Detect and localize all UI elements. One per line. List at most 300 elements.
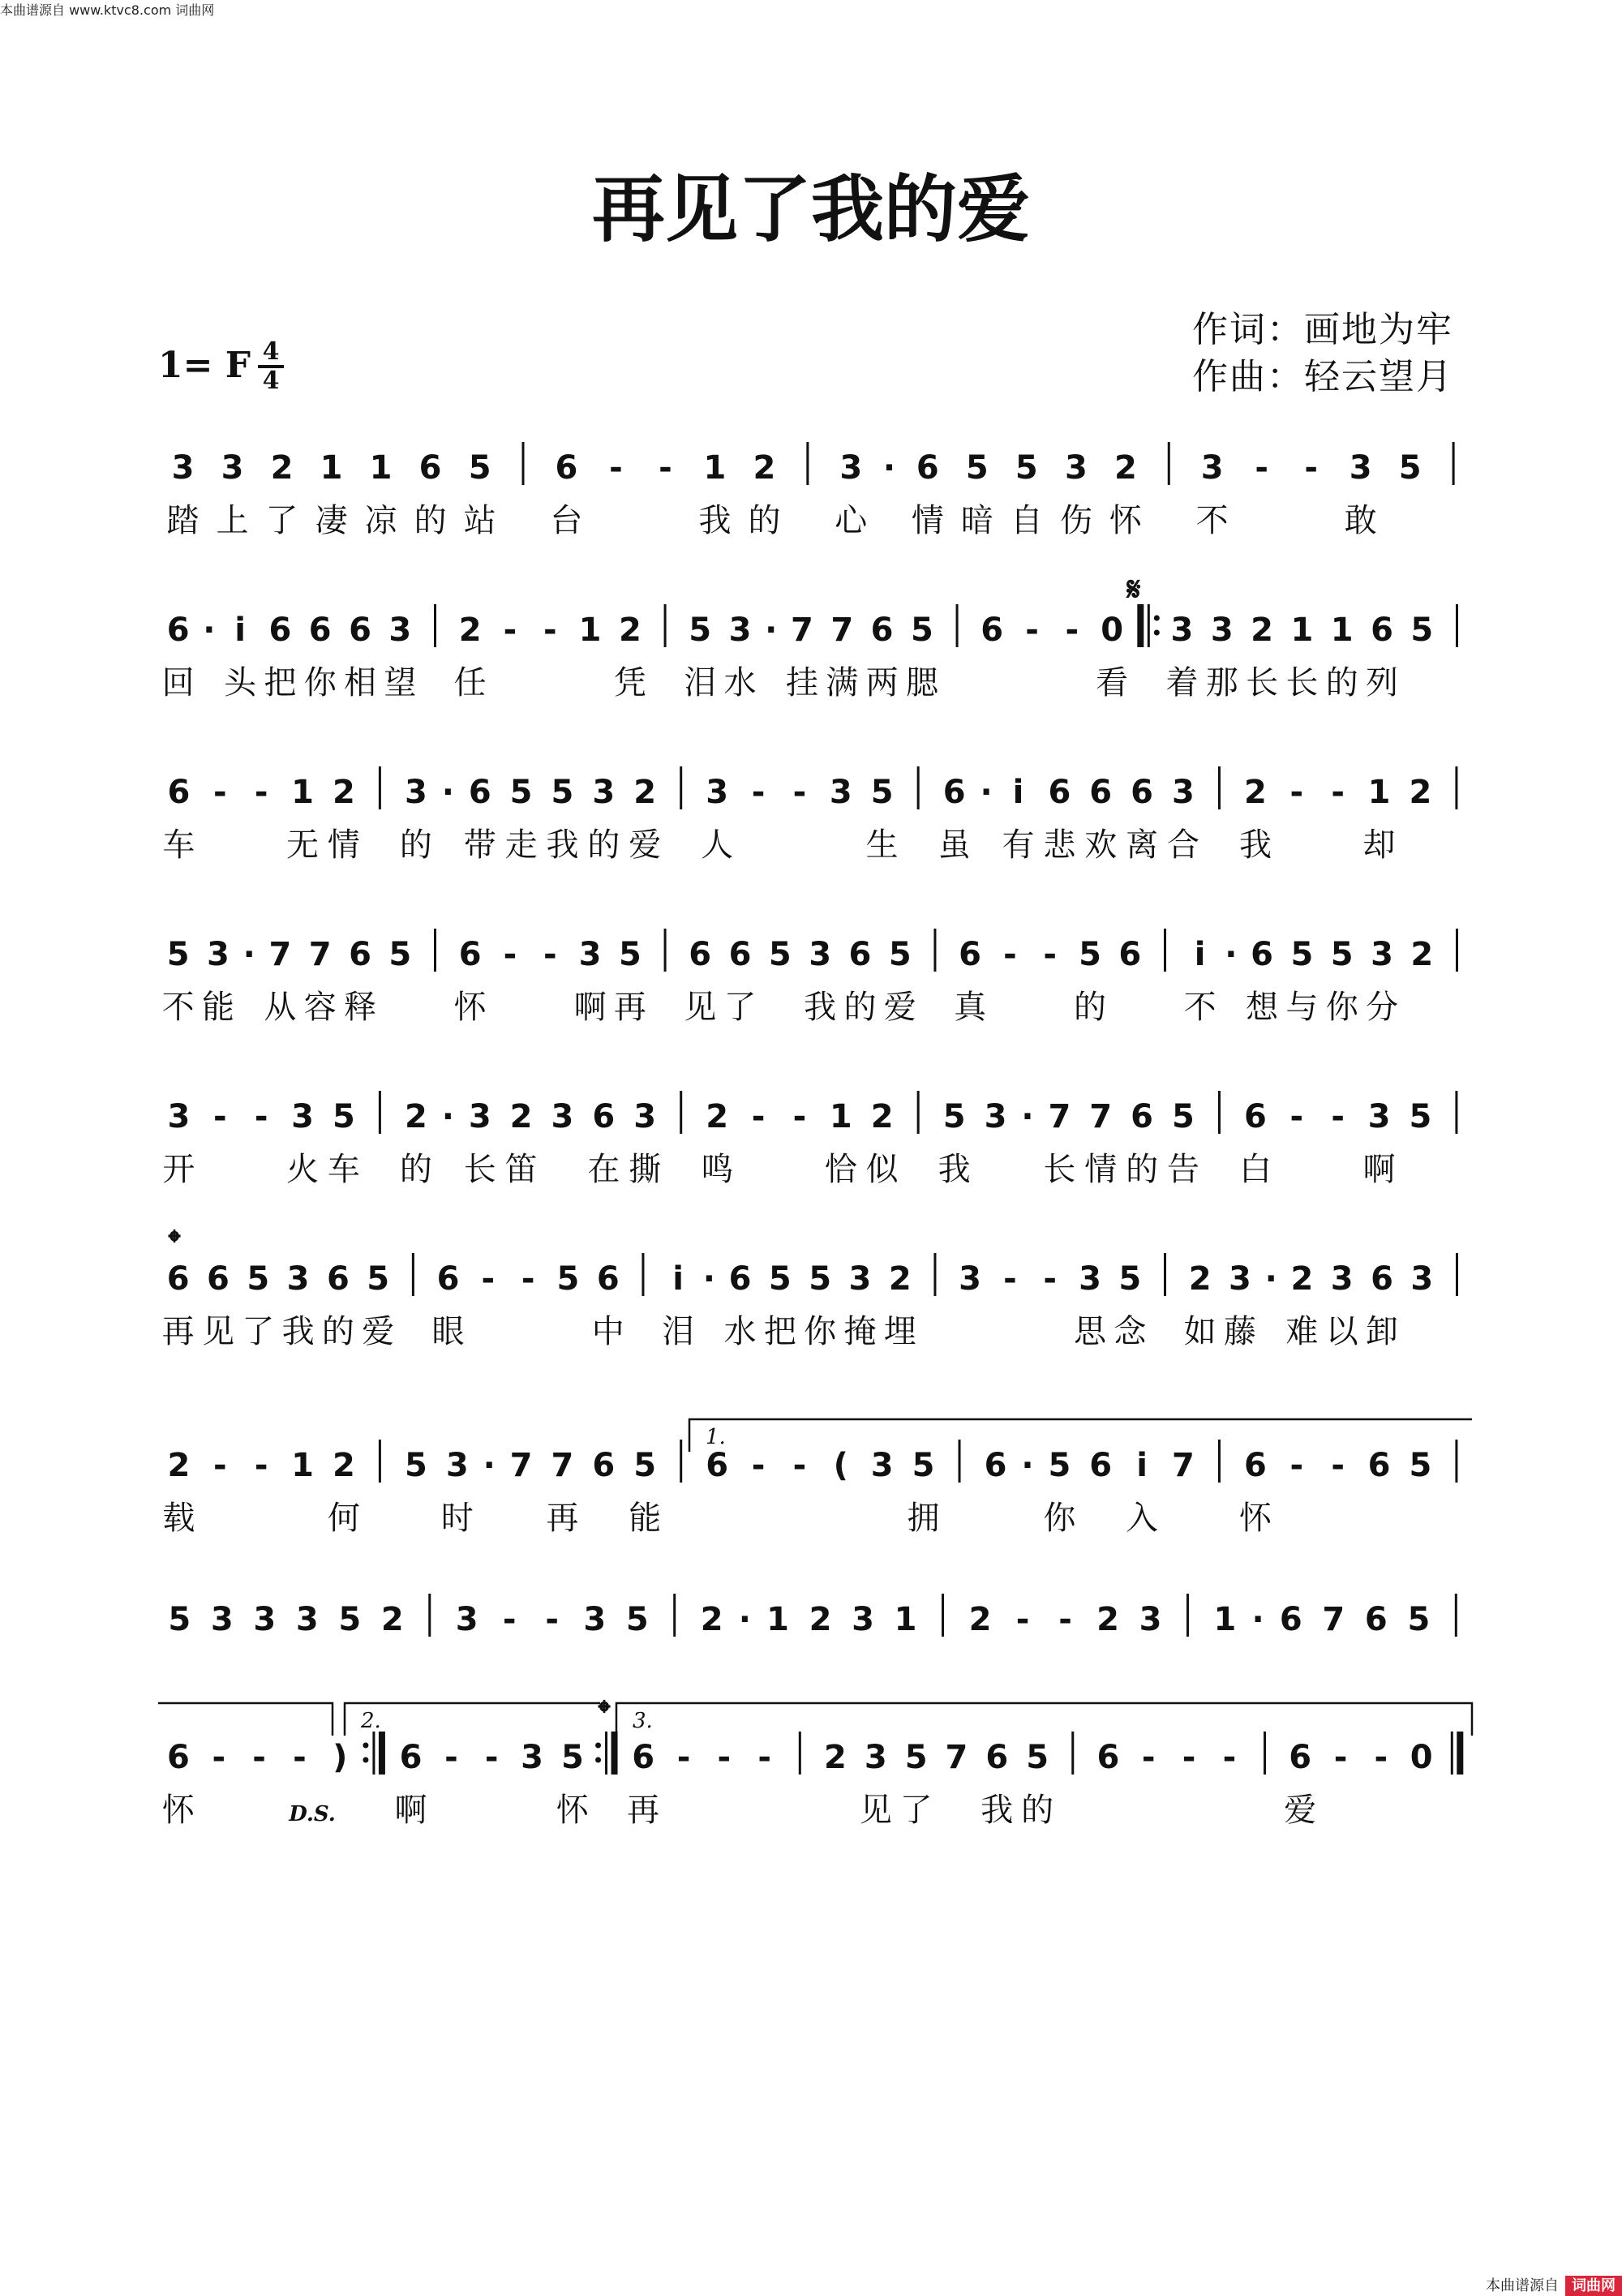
lyric-char: 的 — [1325, 664, 1358, 702]
note: 2 — [1188, 1260, 1212, 1298]
note: 2 — [167, 1447, 191, 1484]
note: 3 — [1210, 612, 1234, 649]
lyric-char: 见 — [859, 1792, 892, 1829]
note: 6 — [207, 1260, 230, 1298]
dash: - — [792, 1447, 807, 1484]
note: 6 — [1089, 1447, 1113, 1484]
dash: - — [792, 774, 807, 811]
note: 5 — [1409, 1447, 1432, 1484]
dash: - — [1065, 612, 1079, 649]
lyric-char: 如 — [1183, 1313, 1216, 1350]
dot: · — [483, 1447, 496, 1484]
note: 2 — [824, 1739, 847, 1776]
note: 6 — [1131, 774, 1154, 811]
lyric-char: 我 — [281, 1313, 315, 1350]
lyric-char: 却 — [1362, 826, 1396, 864]
dash: - — [254, 1447, 268, 1484]
lyric-char: 长 — [1246, 664, 1279, 702]
lyric-char: 挂 — [785, 664, 818, 702]
lyric-char: 人 — [701, 826, 734, 864]
note: 1 — [320, 449, 343, 487]
lyric-char: 思 — [1074, 1313, 1107, 1350]
note: 5 — [888, 936, 912, 973]
lyric-char: 列 — [1366, 664, 1399, 702]
lyric-char: 难 — [1285, 1313, 1319, 1350]
note: 6 — [592, 1098, 616, 1135]
dash: - — [676, 1739, 691, 1776]
note: 2 — [1410, 936, 1434, 973]
lyric-char: 台 — [550, 502, 583, 539]
lyric-char: 伤 — [1059, 502, 1092, 539]
repeat-dot — [1154, 630, 1160, 636]
note: 6 — [984, 1447, 1007, 1484]
dash: - — [659, 449, 672, 487]
note: 3 — [1079, 1260, 1101, 1298]
lyric-char: 似 — [865, 1151, 899, 1188]
note: 1 — [1213, 1601, 1237, 1638]
note: 3 — [583, 1601, 607, 1638]
dash: - — [1043, 936, 1058, 973]
note: 6 — [1118, 936, 1142, 973]
note: 1 — [1330, 612, 1354, 649]
note: 6 — [1251, 936, 1274, 973]
lyric-char: 暗 — [960, 502, 993, 539]
note: 5 — [633, 1447, 657, 1484]
dash: - — [757, 1739, 771, 1776]
lyric-char: 爱 — [883, 989, 916, 1026]
footer-site: 词曲网 — [1565, 2276, 1622, 2296]
lyric-char: 情 — [327, 826, 360, 864]
dash: - — [444, 1739, 458, 1776]
note: 7 — [830, 612, 854, 649]
note: 7 — [1322, 1601, 1345, 1638]
note: 3 — [455, 1601, 478, 1638]
lyric-char: 情 — [911, 502, 944, 539]
lyric-char: 自 — [1010, 502, 1043, 539]
note: 2 — [458, 612, 482, 649]
note: 3 — [551, 1098, 574, 1135]
note: 6 — [1089, 774, 1113, 811]
note: 2 — [1290, 1260, 1314, 1298]
lyric-char: 的 — [1021, 1792, 1054, 1829]
note: 1 — [829, 1098, 852, 1135]
note: 6 — [689, 936, 712, 973]
note: 3 — [167, 1098, 191, 1135]
note: 6 — [1367, 1447, 1391, 1484]
lyric-char: 怀 — [556, 1792, 589, 1829]
lyric-char: 怀 — [1109, 502, 1142, 539]
note: 3 — [1064, 449, 1088, 487]
note: 5 — [1410, 612, 1434, 649]
lyric-char: 你 — [804, 1313, 837, 1350]
note: 3 — [468, 1098, 491, 1135]
note: 6 — [1371, 1260, 1393, 1298]
note: 6 — [166, 1260, 190, 1298]
note: 6 — [1289, 1739, 1312, 1776]
repeat-dot — [363, 1743, 368, 1749]
segno-sign: 𝄋 — [1126, 571, 1141, 608]
dash: - — [503, 936, 517, 973]
lyric-char: 水 — [723, 1313, 757, 1350]
note: 5 — [404, 1447, 427, 1484]
note: 1 — [894, 1601, 917, 1638]
note: 3 — [171, 449, 195, 487]
dash: - — [1222, 1739, 1237, 1776]
lyric-char: 长 — [463, 1151, 496, 1188]
dash: - — [1058, 1601, 1072, 1638]
lyric-char: 爱 — [629, 826, 662, 864]
lyric-char: 了 — [723, 989, 757, 1026]
note: 3 — [706, 774, 729, 811]
lyric-char: 虽 — [938, 826, 971, 864]
repeat-dot — [1154, 616, 1160, 621]
note: 3 — [870, 1447, 894, 1484]
note: 3 — [295, 1601, 319, 1638]
note: i — [1194, 936, 1206, 973]
dash: - — [212, 1447, 227, 1484]
note: 6 — [985, 1739, 1009, 1776]
note: 3 — [1139, 1601, 1162, 1638]
lyric-char: 怀 — [453, 989, 487, 1026]
lyric-char: 凉 — [364, 502, 397, 539]
note: 2 — [1409, 774, 1432, 811]
footer-source: 本曲谱源自 — [1486, 2277, 1559, 2294]
note: 5 — [388, 936, 412, 973]
note: 3 — [848, 1260, 872, 1298]
repeat-dot — [363, 1757, 368, 1763]
dot: · — [242, 936, 255, 973]
dash: - — [1289, 1447, 1304, 1484]
note: 5 — [1048, 1447, 1071, 1484]
lyric-char: 生 — [865, 826, 899, 864]
lyric-char: 我 — [1238, 826, 1272, 864]
dash: - — [254, 1098, 268, 1135]
dash: - — [1331, 774, 1345, 811]
dash: - — [751, 774, 766, 811]
note: 6 — [942, 774, 966, 811]
note: 7 — [1172, 1447, 1195, 1484]
note: 3 — [291, 1098, 314, 1135]
dash: - — [481, 1260, 496, 1298]
lyric-char: 凄 — [315, 502, 348, 539]
dash: - — [717, 1739, 732, 1776]
lyric-char: 的 — [587, 826, 620, 864]
lyric-char: 车 — [162, 826, 195, 864]
dash: - — [792, 1098, 807, 1135]
volta-2-bracket — [345, 1703, 600, 1736]
lyric-char: 的 — [843, 989, 877, 1026]
note: 3 — [728, 612, 752, 649]
lyric-char: 见 — [201, 1313, 234, 1350]
lyric-char: 分 — [1366, 989, 1399, 1026]
note: 7 — [268, 936, 292, 973]
note: 3 — [521, 1739, 543, 1776]
lyric-char: 在 — [587, 1151, 620, 1188]
note: 3 — [984, 1098, 1007, 1135]
dot: · — [1264, 1260, 1277, 1298]
lyric-char: 再 — [546, 1500, 579, 1537]
song-title: 再见了我的爱 — [592, 166, 1030, 252]
lyric-char: 水 — [723, 664, 757, 702]
page-header-text: 本曲谱源自 www.ktvc8.com 词曲网 — [0, 2, 215, 18]
note: 1 — [1367, 774, 1391, 811]
note: 3 — [864, 1739, 887, 1776]
coda-sign: 𝄌 — [169, 1224, 180, 1261]
note: 1 — [578, 612, 602, 649]
lyric-char: 心 — [835, 502, 868, 539]
note: 5 — [561, 1739, 584, 1776]
note: 5 — [1330, 936, 1354, 973]
note: 6 — [1131, 1098, 1154, 1135]
note: 3 — [253, 1601, 277, 1638]
note: 5 — [768, 936, 792, 973]
dash: - — [543, 936, 557, 973]
lyric-char: 把 — [264, 664, 297, 702]
note: 7 — [509, 1447, 533, 1484]
dash: - — [1141, 1739, 1156, 1776]
note: 2 — [753, 449, 776, 487]
note: 7 — [1089, 1098, 1113, 1135]
note: 2 — [633, 774, 657, 811]
note: 6 — [959, 936, 982, 973]
lyric-char: 有 — [1002, 826, 1035, 864]
note: 7 — [791, 612, 813, 649]
lyric-char: 任 — [453, 664, 487, 702]
lyric-char: 火 — [286, 1151, 320, 1188]
note: 2 — [404, 1098, 427, 1135]
note: 2 — [509, 1098, 533, 1135]
note: 5 — [1290, 936, 1314, 973]
lyric-char: 两 — [865, 664, 899, 702]
lyric-char: 望 — [384, 664, 417, 702]
note: 5 — [338, 1601, 362, 1638]
page-footer — [1486, 2274, 1622, 2295]
lyric-char: 我 — [698, 502, 732, 539]
note: 6 — [706, 1447, 729, 1484]
note: 1 — [766, 1601, 789, 1638]
note: 6 — [1244, 1447, 1267, 1484]
note: 3 — [852, 1601, 874, 1638]
lyric-char: 敢 — [1344, 502, 1377, 539]
note: 5 — [367, 1260, 390, 1298]
note: 6 — [458, 936, 482, 973]
coda-sign-ending: 𝄌 — [599, 1694, 610, 1732]
lyric-char: 啊 — [573, 989, 607, 1026]
lyric-char: 不 — [161, 989, 195, 1026]
note: 5 — [1026, 1739, 1049, 1776]
note: 6 — [632, 1739, 655, 1776]
note: 7 — [945, 1739, 968, 1776]
note: 1 — [291, 1447, 314, 1484]
lyric-char: 时 — [440, 1500, 474, 1537]
lyric-char: 你 — [1325, 989, 1358, 1026]
dot: · — [1251, 1601, 1264, 1638]
note: 2 — [270, 449, 294, 487]
note: 3 — [1170, 612, 1194, 649]
lyric-char: 车 — [327, 1151, 360, 1188]
note: 6 — [1048, 774, 1071, 811]
lyric-char: 了 — [899, 1792, 933, 1829]
lyric-char: 上 — [216, 502, 249, 539]
note: 3 — [633, 1098, 657, 1135]
volta-continuation-bracket — [158, 1703, 333, 1736]
note: 2 — [1114, 449, 1137, 487]
lyric-char: 笛 — [504, 1151, 538, 1188]
dash: - — [1025, 612, 1039, 649]
note: 6 — [916, 449, 939, 487]
lyric-char: 欢 — [1084, 826, 1118, 864]
lyric-char: 的 — [399, 1151, 432, 1188]
lyric-char: 掩 — [843, 1313, 877, 1350]
note: 5 — [689, 612, 712, 649]
lyric-char: 合 — [1166, 826, 1199, 864]
lyric-char: 着 — [1165, 664, 1199, 702]
volta-1-label: 1. — [706, 1425, 726, 1449]
note: 3 — [829, 774, 852, 811]
note: 5 — [618, 936, 642, 973]
note: 2 — [332, 1447, 355, 1484]
note: 6 — [728, 1260, 752, 1298]
note: 5 — [509, 774, 533, 811]
ds-label: D.S. — [289, 1802, 336, 1826]
note: 2 — [1244, 774, 1267, 811]
lyric-char: 的 — [1126, 1151, 1159, 1188]
note: 6 — [1096, 1739, 1120, 1776]
note: 6 — [268, 612, 292, 649]
time-signature-top: 4 — [258, 339, 284, 368]
key-signature: 1= F — [158, 345, 251, 386]
note: 2 — [1096, 1601, 1119, 1638]
dash: - — [521, 1260, 535, 1298]
dot: · — [738, 1601, 751, 1638]
lyric-char: 以 — [1325, 1313, 1358, 1350]
dash: - — [751, 1098, 766, 1135]
dash: - — [1043, 1260, 1058, 1298]
lyric-char: 回 — [161, 664, 195, 702]
dot: · — [203, 612, 216, 649]
lyric-char: 走 — [504, 826, 538, 864]
note: 1 — [291, 774, 314, 811]
note: 5 — [912, 1447, 935, 1484]
note: 1 — [369, 449, 393, 487]
lyric-char: 你 — [1043, 1500, 1076, 1537]
note: 6 — [728, 936, 752, 973]
lyric-char: 怀 — [1238, 1500, 1272, 1537]
note: 2 — [888, 1260, 912, 1298]
note: 3 — [388, 612, 412, 649]
note: 3 — [1229, 1260, 1251, 1298]
note: 5 — [870, 774, 894, 811]
note: 6 — [592, 1447, 616, 1484]
lyric-char: 能 — [629, 1500, 662, 1537]
note: 5 — [332, 1098, 355, 1135]
note: 5 — [965, 449, 989, 487]
lyric-char: 真 — [954, 989, 987, 1026]
dash: - — [1289, 1098, 1304, 1135]
note: 3 — [959, 1260, 982, 1298]
volta-1-bracket — [689, 1419, 1472, 1452]
lyric-char: 埋 — [883, 1313, 916, 1350]
note: 3 — [286, 1260, 310, 1298]
note: 5 — [910, 612, 933, 649]
note: 2 — [618, 612, 642, 649]
note: 6 — [418, 449, 442, 487]
note: 5 — [166, 936, 190, 973]
lyric-char: 载 — [162, 1500, 195, 1537]
note: 7 — [1048, 1098, 1071, 1135]
lyric-char: 踏 — [166, 502, 200, 539]
volta-2-label: 2. — [361, 1709, 381, 1733]
note: 3 — [592, 774, 616, 811]
lyric-char: 卸 — [1366, 1313, 1399, 1350]
dash: - — [1182, 1739, 1196, 1776]
note: 2 — [332, 774, 355, 811]
note: 6 — [596, 1260, 620, 1298]
volta-3-label: 3. — [633, 1709, 653, 1733]
lyric-char: 中 — [591, 1313, 624, 1350]
dot: · — [441, 1098, 454, 1135]
lyric-char: 与 — [1285, 989, 1319, 1026]
dot: · — [1225, 936, 1238, 973]
repeat-dot — [595, 1743, 601, 1749]
lyric-char: 再 — [627, 1792, 660, 1829]
lyric-char: 相 — [344, 664, 377, 702]
dash: - — [1289, 774, 1304, 811]
note: 3 — [445, 1447, 469, 1484]
note: 1 — [703, 449, 727, 487]
note: 2 — [1251, 612, 1274, 649]
note: 3 — [839, 449, 863, 487]
note: 2 — [809, 1601, 832, 1638]
note: 2 — [968, 1601, 992, 1638]
lyric-char: 念 — [1114, 1313, 1147, 1350]
lyric-char: 头 — [224, 664, 257, 702]
note: 6 — [326, 1260, 350, 1298]
note: 5 — [551, 774, 574, 811]
dash: - — [503, 612, 517, 649]
note: 7 — [551, 1447, 574, 1484]
lyric-char: 拥 — [907, 1500, 940, 1537]
note: 5 — [809, 1260, 832, 1298]
note: 5 — [1172, 1098, 1195, 1135]
note: 6 — [349, 936, 371, 973]
note: 7 — [308, 936, 332, 973]
note: 3 — [1349, 449, 1372, 487]
dot: · — [702, 1260, 715, 1298]
lyric-char: 无 — [286, 826, 320, 864]
lyric-char: 了 — [242, 1313, 275, 1350]
lyric-char: 再 — [613, 989, 646, 1026]
dash: - — [751, 1447, 766, 1484]
dash: - — [1331, 1447, 1345, 1484]
paren-open: ( — [833, 1447, 848, 1484]
note: 6 — [308, 612, 332, 649]
note: 5 — [942, 1098, 966, 1135]
volta-3-bracket — [616, 1703, 1472, 1736]
lyric-char: 带 — [463, 826, 496, 864]
lyric-char: 藤 — [1223, 1313, 1256, 1350]
lyric-char: 泪 — [684, 664, 717, 702]
note: 5 — [247, 1260, 270, 1298]
note: 3 — [578, 936, 602, 973]
lyric-char: 了 — [265, 502, 298, 539]
note: 3 — [1371, 936, 1393, 973]
lyric-char: 想 — [1246, 989, 1279, 1026]
note: 6 — [555, 449, 578, 487]
lyric-char: 鸣 — [701, 1151, 734, 1188]
lyric-char: 撕 — [629, 1151, 662, 1188]
dash: - — [1003, 1260, 1017, 1298]
